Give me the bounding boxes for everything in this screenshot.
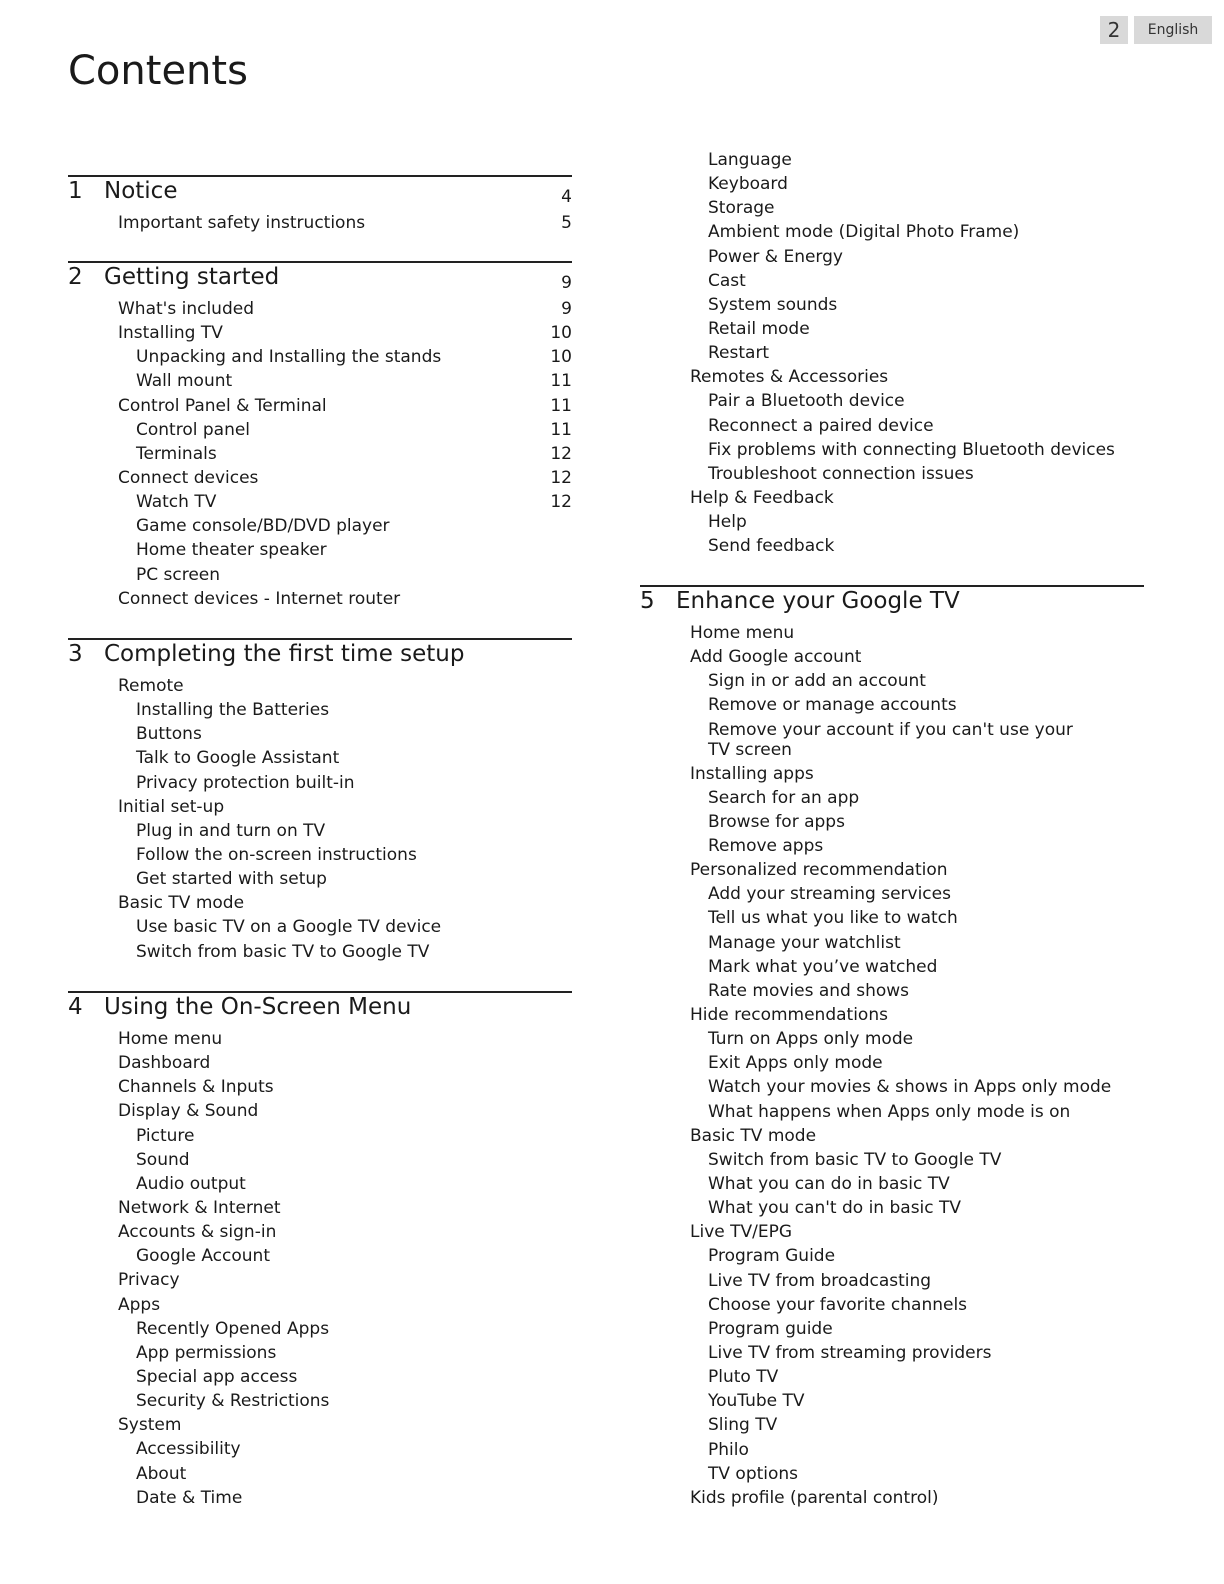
- toc-entry[interactable]: [640, 1389, 1144, 1413]
- toc-entry-page: 5: [561, 213, 572, 233]
- toc-entry-list: [68, 211, 572, 235]
- toc-entry[interactable]: [640, 365, 1144, 389]
- toc-entry-label: Installing TV: [118, 323, 223, 344]
- toc-entry[interactable]: [640, 1269, 1144, 1293]
- toc-entry[interactable]: [640, 955, 1144, 979]
- toc-entry-label: Troubleshoot connection issues: [708, 463, 974, 484]
- toc-entry[interactable]: [68, 1389, 572, 1413]
- toc-entry-page: 11: [550, 371, 572, 392]
- toc-entry[interactable]: [68, 1317, 572, 1341]
- toc-entry-label: Network & Internet: [118, 1197, 281, 1218]
- toc-entry-list: [68, 674, 572, 964]
- toc-entry-label: Rate movies and shows: [708, 980, 910, 1001]
- toc-entry[interactable]: [640, 762, 1144, 786]
- section-title: Getting started: [104, 264, 280, 290]
- toc-entry[interactable]: [640, 906, 1144, 930]
- section-heading: [68, 175, 572, 211]
- toc-entry[interactable]: [640, 462, 1144, 486]
- toc-entry-label: PC screen: [136, 564, 221, 585]
- toc-entry[interactable]: [640, 1293, 1144, 1317]
- toc-entry-label: Privacy: [118, 1270, 180, 1291]
- toc-entry[interactable]: [68, 1293, 572, 1317]
- toc-entry-label: Dashboard: [118, 1053, 211, 1074]
- toc-entry-label: Manage your watchlist: [708, 932, 901, 953]
- toc-entry[interactable]: [640, 858, 1144, 882]
- toc-entry-label: Search for an app: [708, 787, 860, 808]
- toc-entry-label: Control Panel & Terminal: [118, 395, 327, 416]
- toc-entry-label: Pluto TV: [708, 1367, 779, 1388]
- toc-entry-label: Privacy protection built-in: [136, 772, 355, 793]
- toc-entry[interactable]: [68, 795, 572, 819]
- toc-entry-label: Personalized recommendation: [690, 860, 948, 881]
- toc-entry[interactable]: [68, 722, 572, 746]
- toc-entry[interactable]: [640, 1027, 1144, 1051]
- toc-entry[interactable]: [68, 1244, 572, 1268]
- toc-entry-label: Remove apps: [708, 835, 824, 856]
- toc-entry-label: Live TV/EPG: [690, 1222, 793, 1243]
- toc-entry-label: Accessibility: [136, 1439, 241, 1460]
- toc-entry-label: Sign in or add an account: [708, 671, 926, 692]
- toc-entry[interactable]: [68, 819, 572, 843]
- toc-section-2: [68, 261, 572, 611]
- toc-section-5: [640, 585, 1144, 1510]
- section-number: 1: [68, 178, 83, 204]
- toc-entry[interactable]: [640, 486, 1144, 510]
- toc-entry-label: Security & Restrictions: [136, 1391, 330, 1412]
- toc-entry[interactable]: [640, 882, 1144, 906]
- toc-entry[interactable]: [68, 771, 572, 795]
- toc-entry-label: Send feedback: [708, 536, 835, 557]
- toc-entry-label: What you can do in basic TV: [708, 1173, 950, 1194]
- toc-entry-label: Tell us what you like to watch: [708, 908, 958, 929]
- toc-entry-list: [640, 148, 1144, 558]
- toc-entry[interactable]: [640, 148, 1144, 172]
- toc-entry[interactable]: [640, 414, 1144, 438]
- toc-entry-label: Browse for apps: [708, 811, 845, 832]
- section-heading: [68, 991, 572, 1027]
- toc-entry-label: Buttons: [136, 724, 202, 745]
- toc-entry-label: Live TV from broadcasting: [708, 1270, 932, 1291]
- toc-entry-label: Turn on Apps only mode: [708, 1029, 914, 1050]
- toc-entry-label: Keyboard: [708, 174, 788, 195]
- toc-entry[interactable]: [640, 669, 1144, 693]
- toc-entry-label: Language: [708, 150, 792, 170]
- toc-entry[interactable]: [68, 1462, 572, 1486]
- toc-entry-label: Get started with setup: [136, 869, 327, 890]
- toc-entry-label: About: [136, 1463, 187, 1484]
- toc-entry[interactable]: [640, 1051, 1144, 1075]
- toc-entry-label: Help & Feedback: [690, 487, 834, 508]
- toc-entry-label: Home menu: [118, 1029, 223, 1049]
- toc-entry-label: Recently Opened Apps: [136, 1318, 330, 1339]
- toc-entry-label: Fix problems with connecting Bluetooth devices: [708, 439, 1115, 460]
- toc-entry[interactable]: [640, 645, 1144, 669]
- toc-entry[interactable]: [640, 718, 1144, 762]
- toc-entry[interactable]: [640, 834, 1144, 858]
- toc-entry-page: 10: [550, 323, 572, 344]
- toc-entry[interactable]: [68, 1268, 572, 1292]
- toc-entry[interactable]: [640, 1317, 1144, 1341]
- toc-entry[interactable]: [68, 1486, 572, 1510]
- section-heading: [68, 261, 572, 297]
- toc-entry[interactable]: [68, 1027, 572, 1051]
- toc-entry-label: Storage: [708, 198, 775, 219]
- toc-entry-list: [68, 297, 572, 611]
- section-page-number: 9: [561, 273, 572, 293]
- toc-entry[interactable]: [68, 369, 572, 393]
- toc-entry[interactable]: [68, 1124, 572, 1148]
- toc-entry[interactable]: [68, 514, 572, 538]
- toc-entry[interactable]: [640, 245, 1144, 269]
- toc-entry-label: Basic TV mode: [118, 893, 245, 914]
- toc-entry[interactable]: [640, 1003, 1144, 1027]
- page-number: 2: [1100, 16, 1128, 44]
- toc-entry-label: Watch your movies & shows in Apps only mode: [708, 1077, 1112, 1098]
- toc-entry-label: Plug in and turn on TV: [136, 820, 326, 841]
- toc-entry[interactable]: [640, 389, 1144, 413]
- toc-entry[interactable]: [68, 1413, 572, 1437]
- section-number: 4: [68, 994, 83, 1020]
- toc-entry-label: Connect devices - Internet router: [118, 588, 401, 609]
- toc-entry[interactable]: [640, 317, 1144, 341]
- toc-entry[interactable]: [640, 1124, 1144, 1148]
- toc-section-4: [68, 991, 572, 1510]
- toc-entry[interactable]: [68, 321, 572, 345]
- toc-entry[interactable]: [68, 698, 572, 722]
- toc-entry-label: Philo: [708, 1439, 749, 1460]
- toc-entry-label: Switch from basic TV to Google TV: [136, 941, 430, 962]
- toc-entry-label: What's included: [118, 299, 254, 319]
- toc-entry-label: Mark what you’ve watched: [708, 956, 938, 977]
- toc-entry-label: Installing the Batteries: [136, 700, 330, 721]
- toc-entry-label: Ambient mode (Digital Photo Frame): [708, 222, 1020, 243]
- toc-entry-label: Hide recommendations: [690, 1004, 888, 1025]
- toc-entry[interactable]: [640, 172, 1144, 196]
- toc-entry[interactable]: [68, 674, 572, 698]
- toc-entry[interactable]: [640, 693, 1144, 717]
- section-heading: [68, 638, 572, 674]
- toc-entry-list: [68, 1027, 572, 1510]
- toc-entry[interactable]: [640, 1196, 1144, 1220]
- toc-entry-label: YouTube TV: [708, 1391, 805, 1412]
- toc-entry-label: Remove or manage accounts: [708, 695, 957, 716]
- toc-entry-label: Reconnect a paired device: [708, 415, 934, 436]
- toc-entry-label: Installing apps: [690, 763, 814, 784]
- toc-entry[interactable]: [68, 490, 572, 514]
- toc-entry-label: Kids profile (parental control): [690, 1487, 939, 1508]
- toc-entry[interactable]: [68, 345, 572, 369]
- section-number: 3: [68, 641, 83, 667]
- toc-entry-label: Talk to Google Assistant: [136, 748, 340, 769]
- toc-entry-label: Restart: [708, 343, 770, 364]
- toc-entry-label: Add your streaming services: [708, 884, 951, 905]
- toc-entry-label: Date & Time: [136, 1487, 243, 1508]
- toc-entry[interactable]: [640, 534, 1144, 558]
- toc-entry-page: 12: [550, 443, 572, 464]
- toc-entry-label: Channels & Inputs: [118, 1077, 274, 1098]
- toc-entry-label: Remotes & Accessories: [690, 367, 889, 388]
- toc-entry[interactable]: [640, 220, 1144, 244]
- toc-entry[interactable]: [640, 810, 1144, 834]
- toc-entry-page: 11: [550, 395, 572, 416]
- toc-entry-label: Wall mount: [136, 371, 233, 392]
- toc-entry-label: Cast: [708, 270, 746, 291]
- toc-entry[interactable]: [640, 269, 1144, 293]
- toc-entry-label: Program guide: [708, 1318, 833, 1339]
- toc-entry-label: Basic TV mode: [690, 1125, 817, 1146]
- toc-entry[interactable]: [68, 1051, 572, 1075]
- toc-entry-label: Home theater speaker: [136, 540, 327, 561]
- toc-entry-page: 12: [550, 467, 572, 488]
- toc-entry[interactable]: [640, 1100, 1144, 1124]
- toc-entry[interactable]: [68, 1172, 572, 1196]
- toc-entry-label: Exit Apps only mode: [708, 1053, 883, 1074]
- section-title: Enhance your Google TV: [676, 588, 960, 614]
- toc-entry[interactable]: [68, 1099, 572, 1123]
- toc-entry-label: Control panel: [136, 419, 251, 440]
- toc-entry[interactable]: [68, 587, 572, 611]
- toc-entry[interactable]: [640, 979, 1144, 1003]
- toc-entry-label: Unpacking and Installing the stands: [136, 347, 442, 368]
- toc-entry-label: Important safety instructions: [118, 213, 366, 233]
- toc-entry-label: Retail mode: [708, 318, 810, 339]
- toc-entry[interactable]: [640, 1438, 1144, 1462]
- toc-entry[interactable]: [68, 538, 572, 562]
- toc-entry[interactable]: [68, 418, 572, 442]
- toc-entry-label: Terminals: [136, 443, 217, 464]
- toc-entry[interactable]: [68, 1196, 572, 1220]
- toc-entry-page: 11: [550, 419, 572, 440]
- toc-entry[interactable]: [640, 1148, 1144, 1172]
- toc-entry-label: Power & Energy: [708, 246, 843, 267]
- toc-entry[interactable]: [68, 394, 572, 418]
- toc-entry[interactable]: [640, 1413, 1144, 1437]
- toc-entry-label: Remote: [118, 676, 184, 696]
- toc-entry-label: Home menu: [690, 623, 795, 643]
- toc-section-1: [68, 175, 572, 235]
- toc-entry-label: Switch from basic TV to Google TV: [708, 1149, 1002, 1170]
- toc-entry-label: Sound: [136, 1149, 190, 1170]
- toc-entry[interactable]: [68, 211, 572, 235]
- toc-entry[interactable]: [68, 891, 572, 915]
- toc-entry-label: Sling TV: [708, 1415, 778, 1436]
- toc-entry-page: 9: [561, 299, 572, 319]
- toc-entry-label: TV options: [708, 1463, 799, 1484]
- section-page-number: 4: [561, 187, 572, 207]
- toc-entry[interactable]: [68, 1365, 572, 1389]
- section-number: 5: [640, 588, 655, 614]
- toc-entry-label: Follow the on-screen instructions: [136, 844, 417, 865]
- toc-entry-label: Add Google account: [690, 647, 862, 668]
- toc-entry[interactable]: [640, 931, 1144, 955]
- toc-entry-label: What you can't do in basic TV: [708, 1198, 962, 1219]
- toc-entry-label: Special app access: [136, 1366, 298, 1387]
- toc-entry[interactable]: [68, 940, 572, 964]
- toc-entry[interactable]: [640, 196, 1144, 220]
- toc-entry[interactable]: [68, 1148, 572, 1172]
- toc-entry[interactable]: [640, 1365, 1144, 1389]
- toc-entry-label: Display & Sound: [118, 1101, 259, 1122]
- toc-entry-label: Connect devices: [118, 467, 259, 488]
- toc-entry-label: Watch TV: [136, 492, 217, 513]
- toc-entry-label: Initial set-up: [118, 796, 225, 817]
- toc-entry[interactable]: [640, 1462, 1144, 1486]
- toc-entry[interactable]: [68, 867, 572, 891]
- toc-entry-page: 10: [550, 347, 572, 368]
- toc-section-3: [68, 638, 572, 964]
- toc-entry[interactable]: [68, 1341, 572, 1365]
- page-title: Contents: [68, 48, 248, 94]
- toc-entry-label: App permissions: [136, 1342, 277, 1363]
- toc-entry-label: Apps: [118, 1294, 161, 1315]
- toc-entry-label: Choose your favorite channels: [708, 1294, 968, 1315]
- section-title: Using the On-Screen Menu: [104, 994, 412, 1020]
- toc-entry[interactable]: [640, 1075, 1144, 1099]
- toc-entry-label: Pair a Bluetooth device: [708, 391, 905, 412]
- toc-entry-label: Live TV from streaming providers: [708, 1342, 992, 1363]
- section-heading: [640, 585, 1144, 621]
- toc-entry-label: Google Account: [136, 1246, 270, 1267]
- toc-entry-label: Remove your account if you can't use your TV screen: [708, 719, 1073, 760]
- toc-entry[interactable]: [640, 1244, 1144, 1268]
- toc-entry[interactable]: [640, 1486, 1144, 1510]
- toc-entry-label: Program Guide: [708, 1246, 836, 1267]
- toc-entry-label: Audio output: [136, 1173, 246, 1194]
- toc-entry[interactable]: [68, 466, 572, 490]
- toc-entry-label: Help: [708, 512, 747, 533]
- toc-entry[interactable]: [640, 1172, 1144, 1196]
- toc-entry[interactable]: [68, 1220, 572, 1244]
- toc-entry[interactable]: [640, 438, 1144, 462]
- toc-section-4-continued: [640, 148, 1144, 558]
- toc-entry-label: Accounts & sign-in: [118, 1222, 277, 1243]
- toc-entry[interactable]: [68, 915, 572, 939]
- toc-entry[interactable]: [68, 1437, 572, 1461]
- toc-entry-label: What happens when Apps only mode is on: [708, 1101, 1071, 1122]
- toc-entry[interactable]: [640, 1341, 1144, 1365]
- toc-entry[interactable]: [68, 1075, 572, 1099]
- section-title: Completing the first time setup: [104, 641, 465, 667]
- toc-entry[interactable]: [68, 843, 572, 867]
- toc-entry-label: Picture: [136, 1125, 195, 1146]
- toc-entry-page: 12: [550, 492, 572, 513]
- toc-entry-label: System: [118, 1415, 182, 1436]
- toc-entry[interactable]: [68, 563, 572, 587]
- section-number: 2: [68, 264, 83, 290]
- toc-entry[interactable]: [68, 442, 572, 466]
- toc-entry-label: Use basic TV on a Google TV device: [136, 917, 442, 938]
- toc-entry-list: [640, 621, 1144, 1510]
- toc-entry[interactable]: [68, 297, 572, 321]
- toc-entry-label: Game console/BD/DVD player: [136, 516, 390, 537]
- toc-entry[interactable]: [640, 786, 1144, 810]
- toc-entry[interactable]: [640, 621, 1144, 645]
- language-label: English: [1134, 16, 1212, 44]
- toc-entry[interactable]: [640, 510, 1144, 534]
- toc-entry[interactable]: [640, 341, 1144, 365]
- toc-entry[interactable]: [68, 746, 572, 770]
- toc-entry[interactable]: [640, 1220, 1144, 1244]
- toc-entry[interactable]: [640, 293, 1144, 317]
- toc-entry-label: System sounds: [708, 294, 838, 315]
- section-title: Notice: [104, 178, 178, 204]
